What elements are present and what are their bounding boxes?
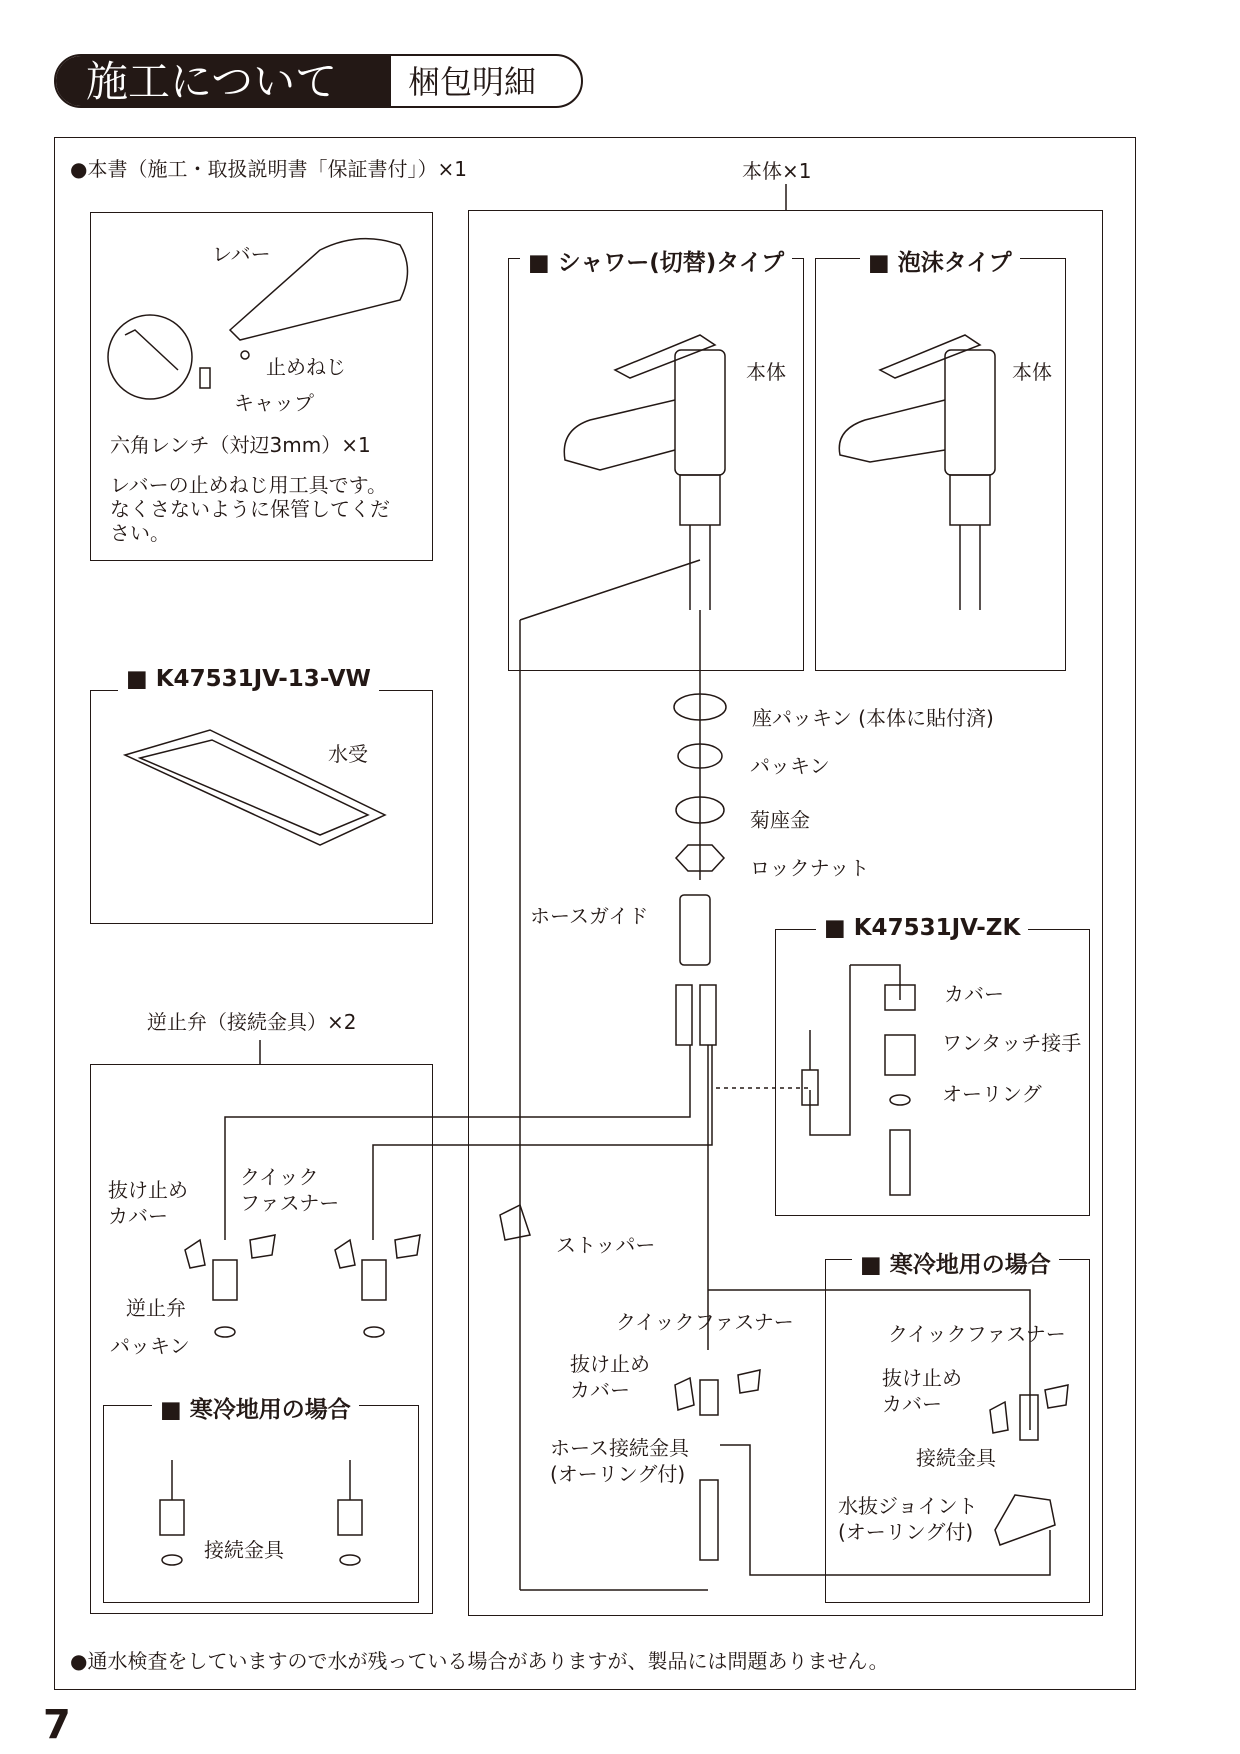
wrench-note: さい。 — [110, 521, 170, 545]
quick-fastener-label: クイックファスナー — [888, 1322, 1066, 1346]
body-label: 本体 — [1012, 360, 1052, 384]
set-screw-label: 止めねじ — [266, 355, 346, 379]
one-touch-label: ワンタッチ接手 — [942, 1031, 1082, 1055]
check-valve-title: 逆止弁（接続金具）×2 — [147, 1010, 357, 1034]
body-label: 本体×1 — [742, 159, 812, 183]
locknut-label: ロックナット — [750, 856, 870, 880]
hose-fitting-label: (オーリング付) — [550, 1462, 686, 1486]
quick-fastener-label: クイックファスナー — [616, 1310, 794, 1334]
faucet-foam-icon — [839, 335, 995, 610]
shower-title: ■ シャワー(切替)タイプ — [520, 244, 792, 277]
lever-label: レバー — [212, 242, 271, 266]
section-subtitle: 梱包明細 — [408, 63, 537, 101]
hose-fitting-label: ホース接続金具 — [550, 1436, 689, 1460]
fitting-label: 接続金具 — [916, 1446, 996, 1470]
cover-label: 抜け止め — [570, 1352, 650, 1376]
wrench-note: レバーの止めねじ用工具です。 — [110, 473, 387, 497]
packing-label: パッキン — [110, 1334, 190, 1358]
wrench-note: なくさないように保管してくだ — [110, 497, 390, 521]
drain-joint-label: 水抜ジョイント — [838, 1494, 978, 1518]
oring-icon — [890, 1095, 910, 1105]
hose-icon — [890, 1130, 910, 1195]
zk-cover-label: カバー — [944, 982, 1004, 1006]
footer-note: ●通水検査をしていますので水が残っている場合がありますが、製品には問題ありません。 — [70, 1649, 889, 1673]
fastener-label: クイック — [240, 1165, 319, 1189]
stopper-label: ストッパー — [556, 1233, 656, 1257]
cap-label: キャップ — [234, 391, 314, 415]
fitting-label: 接続金具 — [204, 1538, 284, 1562]
cover-label: カバー — [882, 1392, 942, 1416]
cover-label: カバー — [108, 1204, 168, 1228]
one-touch-icon — [885, 1035, 915, 1075]
faucet-shower-icon — [564, 335, 725, 610]
washer-label: 菊座金 — [750, 808, 810, 832]
cold-right-title: ■ 寒冷地用の場合 — [852, 1246, 1059, 1279]
wrench-label: 六角レンチ（対辺3mm）×1 — [110, 433, 371, 457]
fitting-icon — [1020, 1395, 1038, 1440]
check-valve-icon — [160, 1235, 420, 1565]
seat-packing-label: 座パッキン (本体に貼付済) — [752, 706, 994, 730]
fastener-label: ファスナー — [240, 1191, 340, 1215]
body-label: 本体 — [746, 360, 786, 384]
oring-label: オーリング — [942, 1082, 1042, 1106]
cold-left-title: ■ 寒冷地用の場合 — [152, 1391, 359, 1424]
page-number: 7 — [43, 1702, 71, 1748]
hose-guide-icon — [680, 895, 710, 965]
zk-title: ■ K47531JV-ZK — [816, 915, 1028, 941]
tray-box-title: ■ K47531JV-13-VW — [118, 666, 379, 692]
hose-guide-label: ホースガイド — [530, 904, 649, 928]
document-note: ●本書（施工・取扱説明書「保証書付」）×1 — [70, 157, 467, 181]
packing-label: パッキン — [750, 754, 830, 778]
wrench-icon — [108, 315, 192, 399]
tray-label: 水受 — [328, 742, 368, 766]
valve-label: 逆止弁 — [126, 1296, 186, 1320]
hose-fitting-icon — [700, 1380, 718, 1415]
tray-icon — [125, 730, 385, 845]
drain-joint-icon — [995, 1495, 1055, 1545]
section-title: 施工について — [56, 56, 391, 106]
cover-label: カバー — [570, 1378, 630, 1402]
cover-label: 抜け止め — [108, 1178, 188, 1202]
cover-label: 抜け止め — [882, 1366, 962, 1390]
drain-joint-label: (オーリング付) — [838, 1520, 974, 1544]
lever-icon — [230, 239, 408, 340]
stopper-icon — [500, 1205, 530, 1240]
foam-title: ■ 泡沫タイプ — [860, 244, 1020, 277]
